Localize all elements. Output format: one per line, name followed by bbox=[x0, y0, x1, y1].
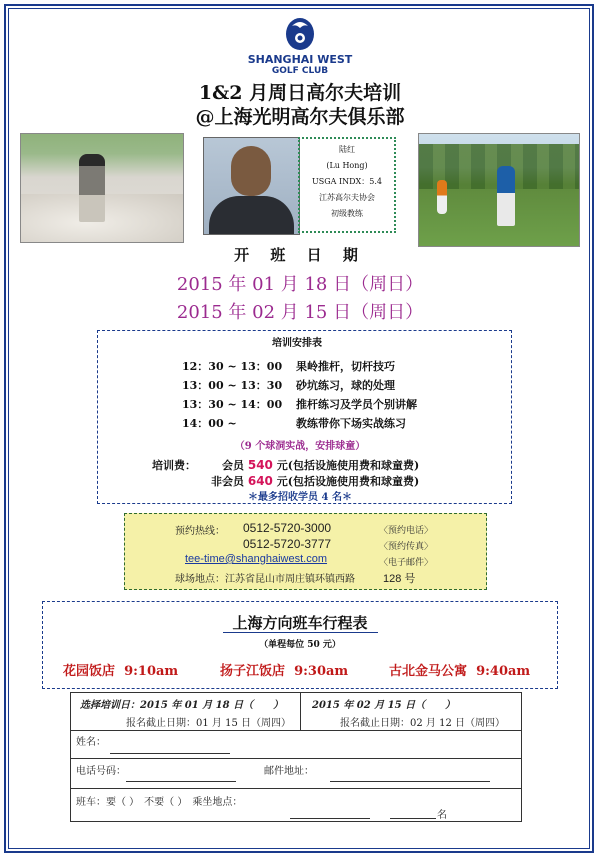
form-row-line bbox=[70, 730, 522, 731]
bus-stop-name: 扬子江饭店 bbox=[220, 664, 286, 679]
address-label: 球场地点：江苏省昆山市周庄镇环镇西路 bbox=[175, 574, 355, 585]
bus-stop-name: 花园饭店 bbox=[63, 664, 116, 679]
hotline-label: 预约热线： bbox=[175, 526, 225, 537]
fax-number[interactable]: 0512-5720-3777 bbox=[243, 537, 332, 551]
schedule-time: 14：00 ~ bbox=[182, 417, 237, 430]
name-field[interactable] bbox=[110, 753, 230, 754]
coach-level: 初级教练 bbox=[331, 209, 363, 218]
schedule-desc: 果岭推杆，切杆技巧 bbox=[296, 360, 395, 373]
bus-stop bbox=[220, 660, 348, 679]
nonmember-fee-amount: 640 bbox=[247, 474, 273, 488]
schedule-time: 12：30 ~ 13：00 bbox=[182, 360, 283, 373]
email-link[interactable]: tee-time@shanghaiwest.com bbox=[185, 553, 328, 565]
count-suffix: 名 bbox=[437, 810, 447, 821]
schedule-time: 13：00 ~ 13：30 bbox=[182, 379, 283, 392]
coach-name-en: (Lu Hong) bbox=[326, 161, 368, 170]
club-subtitle: GOLF CLUB bbox=[271, 66, 329, 76]
schedule-desc: 推杆练习及学员个别讲解 bbox=[296, 398, 417, 411]
bus-title: 上海方向班车行程表 bbox=[232, 614, 368, 632]
name-label: 姓名： bbox=[76, 737, 106, 748]
bus-stop bbox=[63, 660, 178, 679]
member-fee-prefix: 会员 bbox=[222, 459, 244, 472]
coach-info bbox=[298, 137, 396, 233]
deadline-1: 报名截止日期：01 月 15 日（周四） bbox=[126, 718, 291, 729]
start-date-heading: 开 班 日 期 bbox=[234, 246, 366, 264]
driving-range-photo bbox=[418, 133, 580, 247]
schedule-title: 培训安排表 bbox=[272, 338, 322, 349]
member-fee bbox=[222, 457, 419, 473]
page-subtitle: @上海光明高尔夫俱乐部 bbox=[195, 106, 405, 128]
bus-stop-time: 9:30am bbox=[294, 664, 349, 679]
phone-number[interactable]: 0512-5720-3000 bbox=[243, 521, 332, 535]
member-fee-amount: 540 bbox=[247, 458, 273, 472]
bus-stop-time: 9:40am bbox=[476, 664, 531, 679]
form-divider bbox=[300, 692, 301, 730]
pickup-field[interactable] bbox=[290, 818, 370, 819]
club-logo-icon bbox=[270, 14, 330, 54]
bus-option-label[interactable]: 班车：要（ ） 不要（ ） 乘坐地点： bbox=[76, 797, 243, 808]
max-students-note: ＊最多招收学员 4 名＊ bbox=[248, 492, 352, 503]
schedule-time: 13：30 ~ 14：00 bbox=[182, 398, 283, 411]
select-date-option-2[interactable]: 2015 年 02 月 15 日（ ） bbox=[312, 700, 456, 711]
fee-label: 培训费： bbox=[152, 459, 196, 472]
bus-stop-name: 古北金马公寓 bbox=[389, 664, 468, 679]
coach-portrait bbox=[203, 137, 300, 235]
select-date-option-1[interactable]: 选择培训日：2015 年 01 月 18 日（ ） bbox=[80, 700, 284, 711]
bus-price: （单程每位 50 元） bbox=[259, 640, 341, 650]
count-field[interactable] bbox=[390, 818, 436, 819]
bus-stop bbox=[389, 660, 530, 679]
bus-title-underline bbox=[223, 632, 378, 633]
coach-usga: USGA INDX：5.4 bbox=[312, 177, 382, 186]
schedule-desc: 教练带你下场实战练习 bbox=[296, 417, 406, 430]
address-number: 128 号 bbox=[383, 573, 416, 585]
booking-box bbox=[124, 513, 487, 590]
deadline-2: 报名截止日期：02 月 12 日（周四） bbox=[340, 718, 505, 729]
bus-stop-time: 9:10am bbox=[124, 664, 179, 679]
email-note: 〈电子邮件〉 bbox=[379, 558, 434, 568]
phone-label: 电话号码： bbox=[76, 766, 126, 777]
nonmember-fee-suffix: 元(包括设施使用费和球童费) bbox=[276, 475, 420, 488]
phone-note: 〈预约电话〉 bbox=[379, 526, 434, 536]
start-date-1: 2015 年 01 月 18 日（周日） bbox=[176, 274, 424, 295]
nonmember-fee-prefix: 非会员 bbox=[211, 475, 244, 488]
fax-note: 〈预约传真〉 bbox=[379, 542, 434, 552]
coach-association: 江苏高尔夫协会 bbox=[319, 193, 375, 202]
caddie-note: （9 个球洞实战，安排球童） bbox=[234, 441, 366, 452]
form-row-line bbox=[70, 758, 522, 759]
page-title: 1&2 月周日高尔夫培训 bbox=[198, 82, 402, 104]
bunker-photo bbox=[20, 133, 184, 243]
mail-label: 邮件地址： bbox=[264, 766, 314, 777]
member-fee-suffix: 元(包括设施使用费和球童费) bbox=[276, 459, 420, 472]
club-name: SHANGHAI WEST bbox=[247, 53, 353, 66]
schedule-desc: 砂坑练习，球的处理 bbox=[296, 379, 395, 392]
phone-field[interactable] bbox=[126, 781, 236, 782]
coach-name: 陆红 bbox=[339, 145, 355, 154]
nonmember-fee bbox=[211, 473, 419, 489]
mail-field[interactable] bbox=[330, 781, 490, 782]
start-date-2: 2015 年 02 月 15 日（周日） bbox=[176, 302, 424, 323]
form-row-line bbox=[70, 788, 522, 789]
